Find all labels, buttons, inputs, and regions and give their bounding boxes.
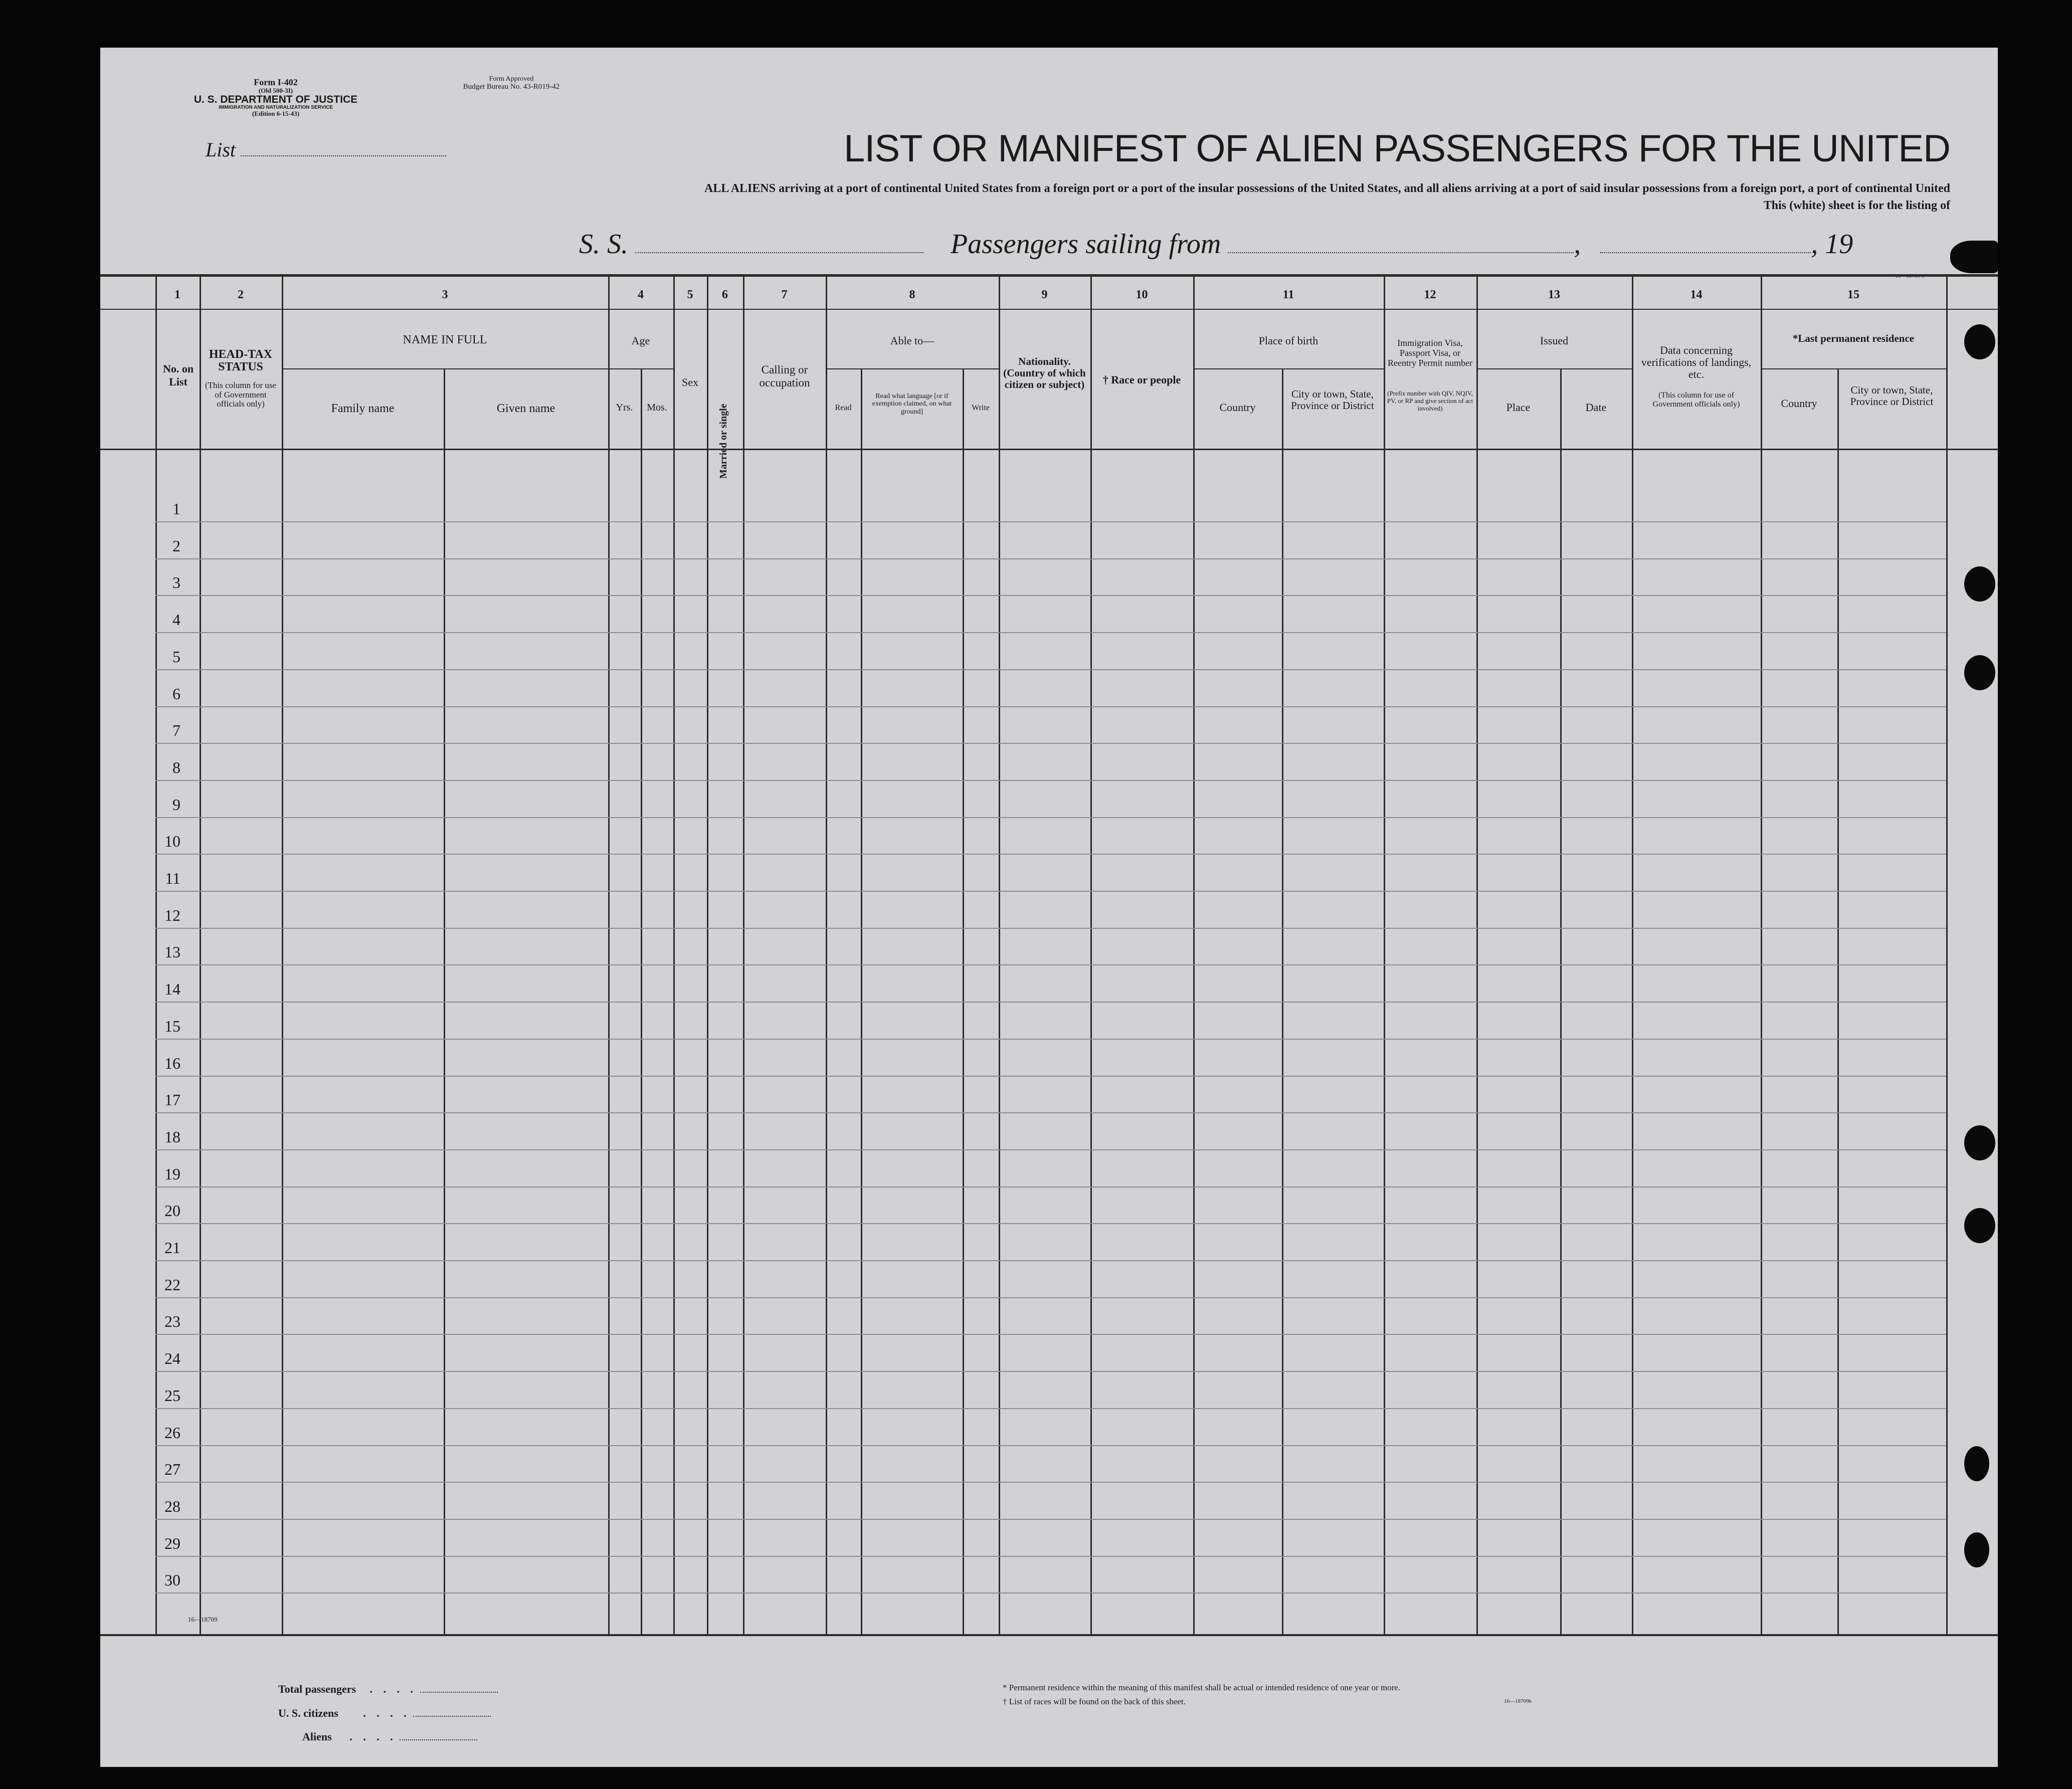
row-rule bbox=[155, 1371, 1946, 1372]
list-label: List bbox=[206, 138, 236, 161]
col-rule bbox=[1632, 274, 1633, 1634]
row-rule bbox=[155, 669, 1946, 670]
year-label: , 19 bbox=[1811, 229, 1853, 260]
header-age: Age bbox=[631, 334, 650, 347]
row-number: 25 bbox=[164, 1386, 180, 1405]
header-yrs: Yrs. bbox=[616, 402, 633, 413]
header-calling: Calling or occupation bbox=[759, 363, 810, 389]
row-number: 17 bbox=[164, 1091, 180, 1109]
print-code-left: 16—18709 bbox=[188, 1616, 218, 1623]
col-number: 13 bbox=[1548, 288, 1560, 301]
col-number: 8 bbox=[909, 288, 915, 301]
header-mos: Mos. bbox=[647, 402, 667, 413]
us-citizens-blank[interactable] bbox=[413, 1716, 491, 1717]
header-write: Write bbox=[972, 404, 990, 412]
row-rule bbox=[155, 817, 1946, 818]
header-able-to: Able to— bbox=[890, 334, 934, 347]
col-rule bbox=[743, 274, 744, 1634]
col-rule bbox=[200, 274, 201, 1634]
total-passengers-blank[interactable] bbox=[420, 1692, 498, 1693]
header-data-note: (This column for use of Government officials only) bbox=[1652, 391, 1740, 409]
col-number: 10 bbox=[1136, 288, 1148, 301]
row-number: 23 bbox=[164, 1312, 180, 1330]
header-place-of-birth: Place of birth bbox=[1258, 334, 1318, 347]
comma-separator: , bbox=[1574, 229, 1581, 260]
name-subheader-rule bbox=[282, 368, 609, 369]
print-code-top: 16—18709-1 bbox=[1895, 273, 1925, 279]
punch-hole bbox=[1964, 655, 1995, 690]
row-number: 19 bbox=[164, 1165, 180, 1183]
row-rule bbox=[155, 1112, 1946, 1113]
col-number: 15 bbox=[1847, 288, 1859, 301]
row-rule bbox=[155, 1039, 1946, 1040]
row-rule bbox=[155, 1593, 1946, 1594]
approval-line: Form Approved bbox=[489, 75, 534, 83]
row-number: 28 bbox=[164, 1497, 180, 1515]
row-rule bbox=[155, 1297, 1946, 1298]
leader-dots: . . . . bbox=[363, 1707, 411, 1719]
header-visa-number: Immigration Visa, Passport Visa, or Reentry Permit number bbox=[1388, 338, 1472, 368]
us-citizens-field bbox=[278, 1707, 491, 1720]
aliens-blank[interactable] bbox=[400, 1739, 477, 1740]
total-passengers-field bbox=[278, 1683, 498, 1696]
header-visa-note: (Prefix number with QIV, NQIV, PV, or RP and give section of act involved) bbox=[1387, 389, 1473, 412]
row-rule bbox=[155, 1519, 1946, 1520]
col-rule bbox=[1476, 274, 1478, 1634]
header-head-tax-note: (This column for use of Government officials only) bbox=[205, 380, 277, 409]
row-number: 2 bbox=[172, 537, 180, 555]
table-top-rule bbox=[100, 274, 1998, 277]
budget-bureau-number: Budget Bureau No. 43-R019-42 bbox=[463, 83, 560, 91]
header-head-tax: HEAD-TAX STATUS bbox=[209, 348, 273, 374]
footnote-races: † List of races will be found on the back of this sheet. bbox=[1003, 1697, 1186, 1706]
col-number: 4 bbox=[638, 288, 644, 301]
row-number: 20 bbox=[164, 1202, 180, 1220]
row-rule bbox=[155, 1445, 1946, 1446]
sailing-port-blank[interactable] bbox=[1228, 252, 1574, 253]
header-residence-city: City or town, State, Province or District bbox=[1850, 384, 1934, 408]
header-bottom-rule bbox=[100, 449, 1998, 450]
row-rule bbox=[155, 780, 1946, 781]
issued-subheader-rule bbox=[1476, 368, 1632, 369]
header-married-or-single: Married or single bbox=[718, 404, 729, 479]
passengers-sailing-label: Passengers sailing from bbox=[951, 229, 1221, 260]
col-number: 12 bbox=[1424, 288, 1436, 301]
form-edition: (Edition 6-15-43) bbox=[252, 110, 300, 118]
header-residence-country: Country bbox=[1781, 397, 1817, 410]
header-data-concerning: Data concerning verifications of landings, etc. bbox=[1641, 344, 1752, 381]
total-passengers-label: Total passengers bbox=[278, 1683, 356, 1695]
col-rule bbox=[1946, 274, 1948, 1634]
row-number: 1 bbox=[172, 500, 180, 518]
col-rule bbox=[707, 274, 708, 1634]
list-blank[interactable] bbox=[241, 155, 446, 156]
aliens-field bbox=[302, 1730, 477, 1743]
row-number: 29 bbox=[164, 1534, 180, 1552]
row-number: 7 bbox=[172, 721, 180, 739]
able-subheader-rule bbox=[826, 368, 999, 369]
row-number: 14 bbox=[164, 980, 180, 998]
punch-hole bbox=[1964, 566, 1995, 602]
ship-line bbox=[579, 228, 1853, 260]
header-given-name: Given name bbox=[496, 402, 555, 415]
leader-dots: . . . . bbox=[349, 1730, 397, 1743]
table-bottom-rule bbox=[100, 1634, 1998, 1636]
form-identifier bbox=[145, 78, 406, 117]
row-rule bbox=[155, 632, 1946, 633]
form-number: Form I-402 bbox=[254, 77, 298, 87]
punch-hole bbox=[1964, 324, 1995, 359]
birth-subheader-rule bbox=[1193, 368, 1384, 369]
row-rule bbox=[155, 1223, 1946, 1224]
row-rule bbox=[155, 1002, 1946, 1003]
row-number: 13 bbox=[164, 943, 180, 961]
row-number: 26 bbox=[164, 1424, 180, 1442]
row-rule bbox=[155, 743, 1946, 744]
row-number: 8 bbox=[172, 758, 180, 776]
date-blank[interactable] bbox=[1600, 252, 1811, 253]
subtitle-listing: This (white) sheet is for the listing of bbox=[1763, 199, 1950, 212]
col-number: 7 bbox=[781, 288, 788, 301]
col-rule bbox=[826, 274, 827, 1634]
col-number: 1 bbox=[174, 288, 180, 301]
header-issued: Issued bbox=[1540, 334, 1569, 347]
punch-hole bbox=[1964, 1446, 1989, 1481]
header-family-name: Family name bbox=[331, 402, 395, 415]
ss-label: S. S. bbox=[579, 229, 628, 260]
row-rule bbox=[155, 706, 1946, 707]
subtitle-aliens: ALL ALIENS arriving at a port of continental United States from a foreign port or a port of the insular possessions of the United States, and all aliens arriving at a port of said insular possessions from a foreign port, a port of continental United bbox=[704, 182, 1950, 195]
row-rule bbox=[155, 521, 1946, 522]
row-rule bbox=[155, 1149, 1946, 1150]
row-number: 21 bbox=[164, 1239, 180, 1257]
row-rule bbox=[155, 854, 1946, 855]
row-rule bbox=[155, 1076, 1946, 1077]
row-number: 30 bbox=[164, 1571, 180, 1589]
row-rule bbox=[155, 595, 1946, 596]
punch-hole bbox=[1950, 241, 1998, 273]
col-number: 6 bbox=[722, 288, 728, 301]
row-number: 10 bbox=[164, 832, 180, 850]
header-race: † Race or people bbox=[1102, 373, 1181, 386]
residence-subheader-rule bbox=[1761, 368, 1946, 369]
row-number: 24 bbox=[164, 1349, 180, 1367]
row-number: 16 bbox=[164, 1054, 180, 1072]
col-number: 2 bbox=[238, 288, 244, 301]
row-rule bbox=[155, 1482, 1946, 1483]
aliens-label: Aliens bbox=[302, 1730, 332, 1743]
manifest-sheet bbox=[100, 48, 1998, 1767]
row-rule bbox=[155, 891, 1946, 892]
header-read-what: Read what language [or if exemption claimed, on what ground] bbox=[872, 392, 952, 416]
row-number: 22 bbox=[164, 1276, 180, 1294]
col-rule bbox=[999, 274, 1000, 1634]
row-rule bbox=[155, 928, 1946, 929]
header-last-residence: *Last permanent residence bbox=[1792, 332, 1915, 344]
col-number: 14 bbox=[1690, 288, 1703, 301]
header-read: Read bbox=[835, 404, 852, 412]
row-number: 27 bbox=[164, 1460, 180, 1478]
ship-name-blank[interactable] bbox=[635, 252, 923, 253]
col-number: 9 bbox=[1041, 288, 1048, 301]
row-number: 6 bbox=[172, 685, 180, 703]
manifest-title: LIST OR MANIFEST OF ALIEN PASSENGERS FOR THE UNITED bbox=[844, 127, 1950, 170]
header-birth-country: Country bbox=[1219, 401, 1256, 414]
row-rule bbox=[155, 1408, 1946, 1409]
form-approval bbox=[421, 75, 602, 91]
row-number: 18 bbox=[164, 1128, 180, 1146]
header-issued-place: Place bbox=[1506, 401, 1531, 414]
col-rule bbox=[1090, 274, 1092, 1634]
row-number: 4 bbox=[172, 611, 180, 629]
row-number: 5 bbox=[172, 648, 180, 666]
row-rule bbox=[155, 964, 1946, 965]
col-rule bbox=[282, 274, 283, 1634]
department-name: U. S. DEPARTMENT OF JUSTICE bbox=[194, 93, 358, 105]
header-issued-date: Date bbox=[1585, 401, 1607, 414]
col-number: 5 bbox=[687, 288, 693, 301]
leader-dots: . . . . bbox=[369, 1683, 418, 1695]
us-citizens-label: U. S. citizens bbox=[278, 1707, 338, 1719]
list-field bbox=[206, 138, 446, 161]
print-code-bottom: 16—18709b bbox=[1504, 1698, 1532, 1704]
col-rule bbox=[608, 274, 610, 1634]
row-number: 15 bbox=[164, 1017, 180, 1035]
col-rule bbox=[1384, 274, 1385, 1634]
row-rule bbox=[155, 1556, 1946, 1557]
row-number: 9 bbox=[172, 796, 180, 814]
row-number: 11 bbox=[165, 869, 180, 887]
row-number: 12 bbox=[164, 906, 180, 924]
header-name-in-full: NAME IN FULL bbox=[403, 333, 487, 346]
punch-hole bbox=[1964, 1125, 1995, 1160]
footnote-residence: * Permanent residence within the meaning of this manifest shall be actual or intended residence of one year or more. bbox=[1003, 1683, 1401, 1692]
row-rule bbox=[155, 1334, 1946, 1335]
col-rule bbox=[1761, 274, 1762, 1634]
header-no-on-list: No. on List bbox=[162, 362, 194, 388]
row-rule bbox=[155, 1260, 1946, 1261]
col-number: 3 bbox=[442, 288, 448, 301]
form-old-number: (Old 500-3I) bbox=[258, 86, 293, 94]
header-nationality: Nationality. (Country of which citizen or subject) bbox=[1003, 355, 1086, 391]
col-rule bbox=[1193, 274, 1195, 1634]
row-number: 3 bbox=[172, 573, 180, 591]
punch-hole bbox=[1964, 1532, 1989, 1567]
row-rule bbox=[155, 1186, 1946, 1187]
punch-hole bbox=[1964, 1208, 1995, 1243]
service-name: IMMIGRATION AND NATURALIZATION SERVICE bbox=[219, 104, 333, 110]
column-number-rule bbox=[100, 309, 1998, 310]
header-sex: Sex bbox=[682, 376, 698, 388]
col-number: 11 bbox=[1282, 288, 1294, 301]
col-rule bbox=[673, 274, 675, 1634]
header-birth-city: City or town, State, Province or District bbox=[1291, 388, 1374, 412]
row-rule bbox=[155, 558, 1946, 559]
